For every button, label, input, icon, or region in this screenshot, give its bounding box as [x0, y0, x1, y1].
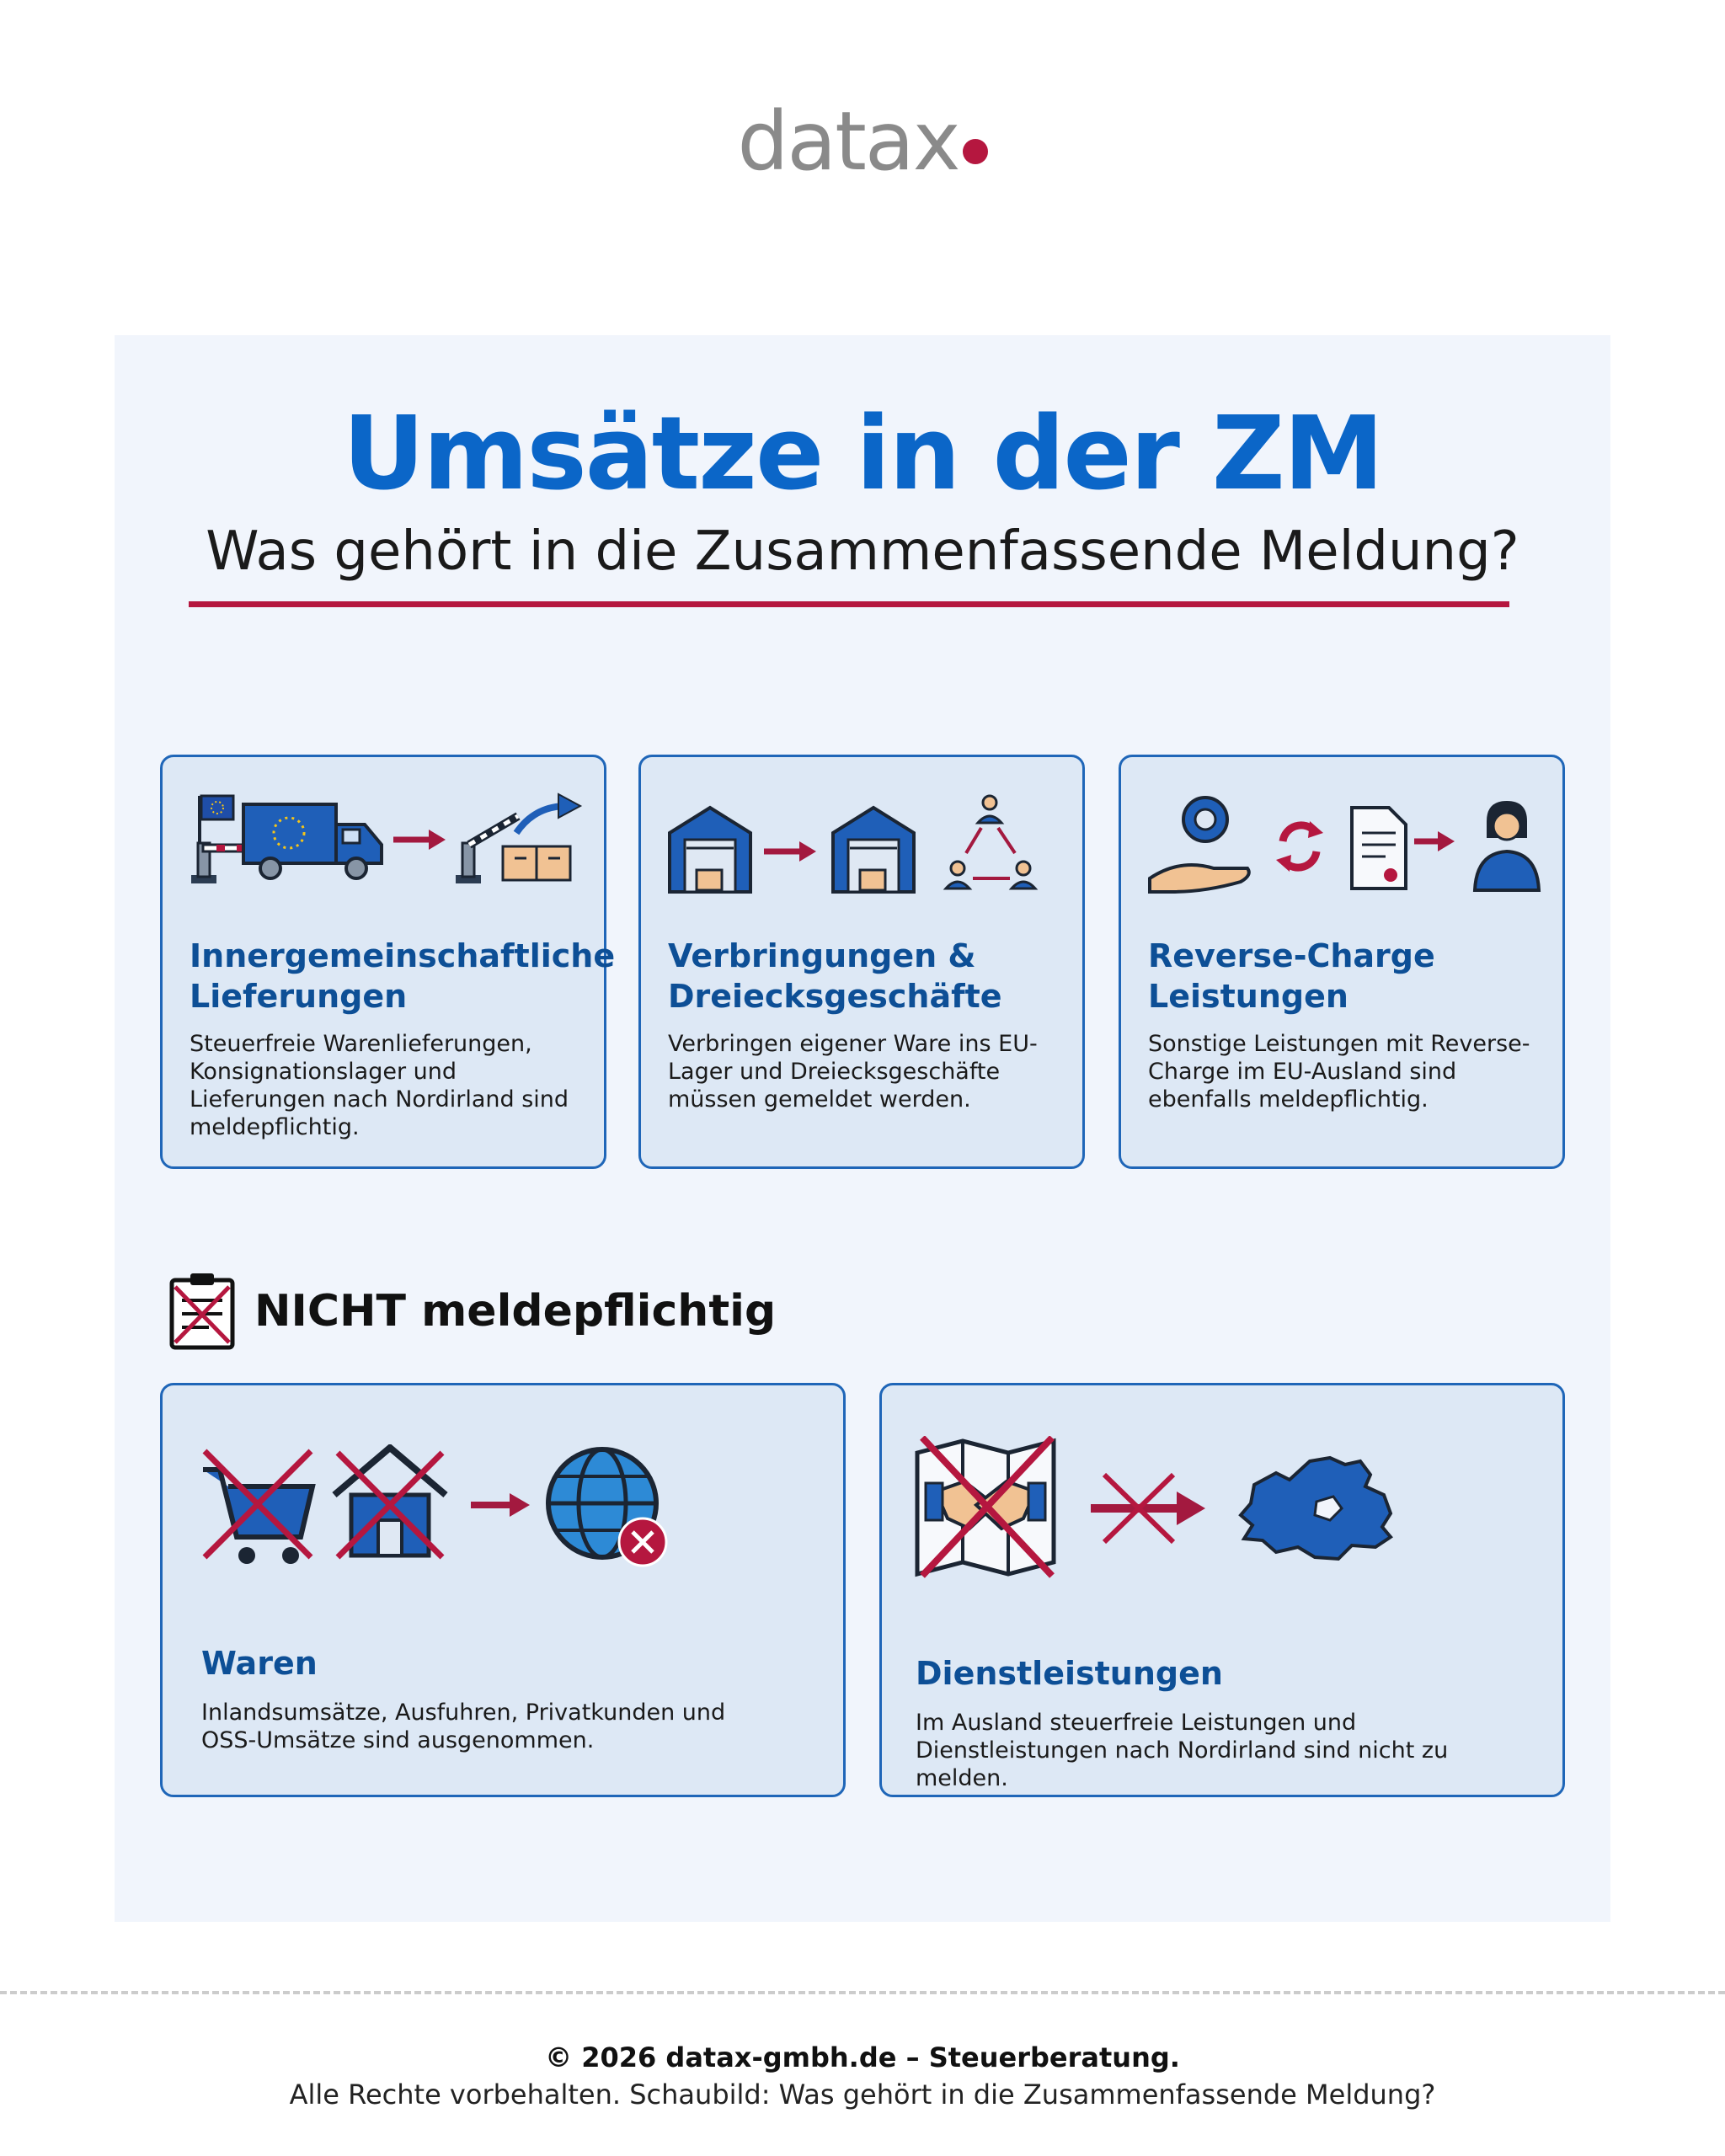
hand-gear-icon	[1150, 798, 1249, 892]
crossed-clipboard-icon	[168, 1272, 236, 1351]
card-description: Sonstige Leistungen mit Reverse-Charge im EU-Ausland sind ebenfalls meldepflichtig.	[1148, 1031, 1530, 1113]
triangle-people-icon	[946, 796, 1035, 889]
nicht-meldepflichtig-heading	[168, 1272, 776, 1351]
globe-x-icon	[548, 1449, 666, 1566]
card-title: Innergemeinschaftliche Lieferungen	[190, 937, 616, 1015]
nicht-meldepflichtig-label: NICHT meldepflichtig	[254, 1286, 777, 1337]
logo-dot	[963, 139, 988, 164]
logo	[0, 94, 1725, 189]
refresh-icon	[1276, 821, 1323, 872]
footer-divider	[0, 1991, 1725, 1994]
person-icon	[1475, 801, 1539, 890]
card-description: Inlandsumsätze, Ausfuhren, Privatkunden und OSS-Umsätze sind ausgenommen.	[201, 1700, 726, 1753]
page-title: Umsätze in der ZM	[342, 396, 1383, 513]
arrow-right-icon	[1414, 831, 1455, 851]
card-description: Steuerfreie Warenlieferungen, Konsignationslager und Lieferungen nach Nordirland sind meldepflichtig.	[190, 1031, 569, 1140]
warehouse-icons	[666, 791, 1062, 900]
card-title: Reverse-Charge Leistungen	[1148, 937, 1435, 1015]
title-underline	[189, 601, 1509, 607]
waren-icons	[200, 1444, 688, 1571]
delivery-icons	[188, 791, 584, 892]
truck-icon	[243, 804, 382, 878]
arrow-right-icon	[764, 841, 816, 862]
card-innergemeinschaftliche-lieferungen	[160, 755, 616, 1169]
card-description: Im Ausland steuerfreie Leistungen und Dienstleistungen nach Nordirland sind nicht zu melden.	[916, 1710, 1449, 1791]
page-subtitle: Was gehört in die Zusammenfassende Meldung?	[206, 520, 1519, 583]
crossed-handshake-map-icon	[917, 1438, 1054, 1576]
card-waren	[160, 1383, 846, 1797]
curved-arrow-icon	[516, 794, 580, 833]
crossed-cart-icon	[203, 1451, 312, 1564]
card-title: Waren	[201, 1645, 318, 1682]
crossed-house-icon	[334, 1448, 446, 1557]
crossed-arrow-icon	[1091, 1475, 1205, 1542]
document-icon	[1352, 808, 1406, 889]
logo-text: datax	[737, 94, 959, 189]
eu-flag-icon	[200, 796, 233, 843]
card-title: Verbringungen & Dreiecksgeschäfte	[668, 937, 1002, 1015]
footer-rights: Alle Rechte vorbehalten. Schaubild: Was gehört in die Zusammenfassende Meldung?	[289, 2079, 1436, 2111]
northern-ireland-map-icon	[1241, 1458, 1391, 1559]
card-verbringungen-dreiecksgeschaefte	[638, 755, 1085, 1169]
arrow-right-icon	[471, 1493, 530, 1517]
card-dienstleistungen	[879, 1383, 1565, 1797]
card-description: Verbringen eigener Ware ins EU-Lager und Dreiecksgeschäfte müssen gemeldet werden.	[668, 1031, 1038, 1113]
footer-copyright: © 2026 datax-gmbh.de – Steuerberatung.	[545, 2041, 1180, 2073]
arrow-right-icon	[393, 830, 446, 850]
warehouse-icon	[833, 808, 914, 892]
reverse-charge-icons	[1146, 791, 1542, 900]
warehouse-icon	[670, 808, 750, 892]
dienstleistungen-icons	[914, 1436, 1402, 1579]
card-reverse-charge-leistungen	[1119, 755, 1565, 1169]
boxes-icon	[503, 846, 570, 880]
card-title: Dienstleistungen	[916, 1655, 1223, 1692]
